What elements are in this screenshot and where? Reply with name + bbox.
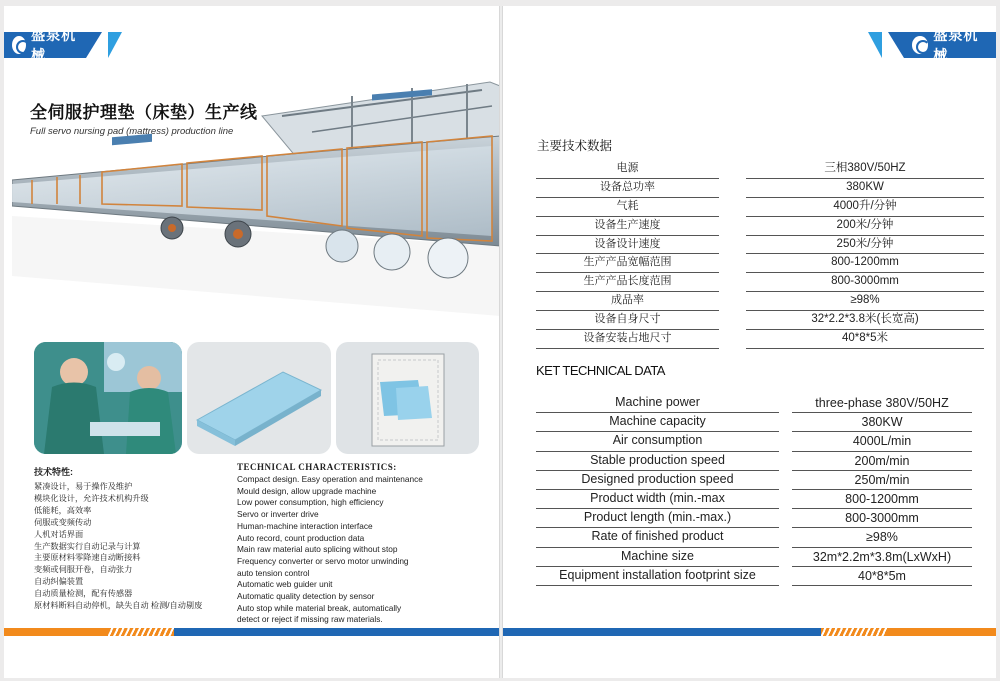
brand-name: 盛泉机械 bbox=[31, 27, 77, 63]
feature-cn-item: 自动质量检测，配有传感器 bbox=[34, 589, 133, 599]
spec-value: ≥98% bbox=[746, 292, 984, 311]
feature-cn-item: 主要原材料零降速自动断接料 bbox=[34, 553, 141, 563]
spec-label: Machine power bbox=[536, 394, 779, 413]
spec-label: 生产产品长度范围 bbox=[536, 273, 719, 292]
feature-en-item: Automatic quality detection by sensor bbox=[237, 591, 375, 602]
feature-en-item: Compact design. Easy operation and maintenance bbox=[237, 474, 423, 484]
footer-stripe-hatch bbox=[821, 628, 887, 636]
spec-value: three-phase 380V/50HZ bbox=[792, 394, 972, 413]
mattress-product-photo bbox=[187, 342, 331, 454]
footer-stripe-blue bbox=[503, 628, 821, 636]
features-cn bbox=[34, 465, 230, 612]
feature-en-item: Main raw material auto splicing without stop bbox=[237, 544, 398, 555]
feature-cn-item: 变频或伺服开卷，自动张力 bbox=[34, 565, 133, 575]
brand-mark-icon bbox=[912, 36, 928, 54]
spec-value: 800-1200mm bbox=[792, 490, 972, 509]
spec-value: 三相380V/50HZ bbox=[746, 160, 984, 179]
spec-label: Product length (min.-max.) bbox=[536, 509, 779, 528]
feature-cn-item: 原材料断料自动停机，缺失自动 检测/自动剔废 bbox=[34, 601, 203, 611]
feature-cn-item: 自动纠偏装置 bbox=[34, 577, 84, 587]
feature-cn-item: 人机对话界面 bbox=[34, 529, 84, 539]
spec-label: 设备总功率 bbox=[536, 179, 719, 198]
footer-stripe-orange bbox=[887, 628, 996, 636]
brand-banner-right bbox=[868, 27, 996, 63]
spec-label: 气耗 bbox=[536, 198, 719, 217]
feature-en-item: detect or reject if missing raw materials. bbox=[237, 614, 383, 625]
spec-value: 200m/min bbox=[792, 452, 972, 471]
brand-logo bbox=[4, 27, 86, 63]
spec-value: ≥98% bbox=[792, 528, 972, 547]
spec-value: 800-3000mm bbox=[792, 509, 972, 528]
feature-en-item: Automatic web guider unit bbox=[237, 579, 333, 590]
spec-label: 设备生产速度 bbox=[536, 217, 719, 236]
spec-label: 设备设计速度 bbox=[536, 236, 719, 255]
feature-en-item: Auto record, count production data bbox=[237, 532, 365, 543]
features-cn-heading: 技术特性: bbox=[34, 467, 73, 477]
banner-chevron-icon bbox=[888, 32, 904, 58]
headline-cn: 全伺服护理垫（床垫）生产线 bbox=[30, 103, 258, 122]
feature-en-item: Mould design, allow upgrade machine bbox=[237, 485, 377, 496]
feature-en-item: Frequency converter or servo motor unwinding bbox=[237, 555, 409, 566]
product-headline bbox=[30, 98, 258, 137]
feature-en-item: Low power consumption, high efficiency bbox=[237, 497, 384, 508]
banner-chevron-icon bbox=[868, 32, 882, 58]
features-en-heading: TECHNICAL CHARACTERISTICS: bbox=[237, 462, 397, 472]
spec-label: Product width (min.-max bbox=[536, 490, 779, 509]
headline-en: Full servo nursing pad (mattress) production line bbox=[30, 126, 234, 137]
spec-value: 250米/分钟 bbox=[746, 236, 984, 255]
spec-label: Equipment installation footprint size bbox=[536, 567, 779, 586]
banner-chevron-icon bbox=[108, 32, 122, 58]
nursing-pad-product-photo bbox=[336, 342, 479, 454]
features-en bbox=[237, 462, 499, 626]
spec-label: 设备安装占地尺寸 bbox=[536, 330, 719, 349]
spec-value: 40*8*5米 bbox=[746, 330, 984, 349]
feature-cn-item: 生产数据实行自动记录与计算 bbox=[34, 541, 141, 551]
spec-label: Machine size bbox=[536, 548, 779, 567]
specs-cn-title: 主要技术数据 bbox=[537, 139, 613, 153]
footer-stripe-orange bbox=[4, 628, 108, 636]
spec-value: 200米/分钟 bbox=[746, 217, 984, 236]
spec-value: 4000升/分钟 bbox=[746, 198, 984, 217]
spec-label: Rate of finished product bbox=[536, 528, 779, 547]
feature-en-item: Auto stop while material break, automatically bbox=[237, 602, 402, 613]
feature-cn-item: 低能耗，高效率 bbox=[34, 505, 92, 515]
spec-label: 成品率 bbox=[536, 292, 719, 311]
brand-mark-icon bbox=[12, 36, 26, 54]
right-page bbox=[503, 6, 996, 678]
brand-logo bbox=[904, 27, 996, 63]
spec-label: Air consumption bbox=[536, 432, 779, 451]
spec-value: 800-3000mm bbox=[746, 273, 984, 292]
footer-stripe-blue bbox=[174, 628, 499, 636]
spec-label: Machine capacity bbox=[536, 413, 779, 432]
feature-en-item: auto tension control bbox=[237, 567, 310, 578]
spec-label: 生产产品宽幅范围 bbox=[536, 254, 719, 273]
spec-label: Stable production speed bbox=[536, 452, 779, 471]
feature-cn-item: 伺服或变频传动 bbox=[34, 517, 92, 527]
footer-stripe-hatch bbox=[108, 628, 174, 636]
brand-name: 盛泉机械 bbox=[933, 27, 979, 63]
spec-value: 4000L/min bbox=[792, 432, 972, 451]
spec-label: Designed production speed bbox=[536, 471, 779, 490]
left-page bbox=[4, 6, 499, 678]
spec-value: 32m*2.2m*3.8m(LxWxH) bbox=[792, 548, 972, 567]
spec-value: 40*8*5m bbox=[792, 567, 972, 586]
spec-label: 设备自身尺寸 bbox=[536, 311, 719, 330]
spec-value: 32*2.2*3.8米(长宽高) bbox=[746, 311, 984, 330]
feature-cn-item: 紧凑设计，易于操作及维护 bbox=[34, 482, 133, 491]
spec-label: 电源 bbox=[536, 160, 719, 179]
feature-en-item: Servo or inverter drive bbox=[237, 509, 319, 520]
feature-cn-item: 模块化设计，允许技术机构升级 bbox=[34, 493, 149, 503]
hospital-photo bbox=[34, 342, 182, 454]
spec-value: 800-1200mm bbox=[746, 254, 984, 273]
banner-chevron-icon bbox=[86, 32, 102, 58]
feature-en-item: Human-machine interaction interface bbox=[237, 520, 373, 531]
brand-banner-left bbox=[4, 27, 122, 63]
spec-value: 380KW bbox=[746, 179, 984, 198]
spec-value: 250m/min bbox=[792, 471, 972, 490]
spec-value: 380KW bbox=[792, 413, 972, 432]
specs-en-title: KET TECHNICAL DATA bbox=[536, 363, 665, 378]
